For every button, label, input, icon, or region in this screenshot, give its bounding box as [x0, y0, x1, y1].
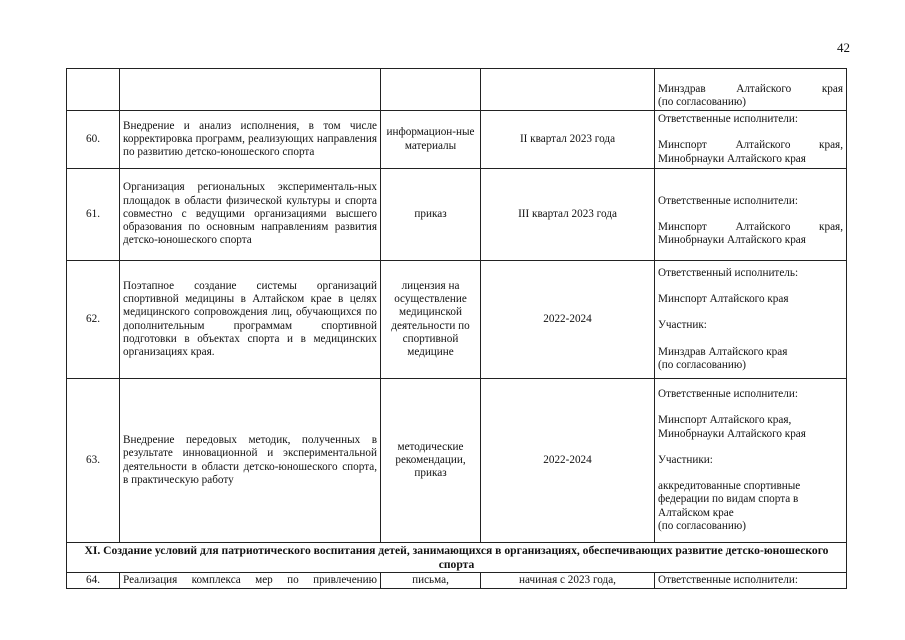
exec-line: (по согласованию): [658, 519, 746, 532]
exec-line: [658, 208, 843, 221]
table-row-60: [67, 111, 847, 169]
exec-line: Минспорт Алтайского края: [658, 293, 789, 306]
exec-line: Минспорт Алтайского края,: [658, 414, 792, 427]
deadline: II квартал 2023 года: [481, 111, 655, 169]
exec-line: Ответственные исполнители:: [658, 194, 798, 207]
table-row-61: [67, 169, 847, 261]
exec-line: Минздрав Алтайского края: [658, 345, 788, 358]
exec-line: [658, 441, 843, 454]
exec-line: Минспорт Алтайского края,: [658, 139, 843, 152]
exec-line: Минздрав Алтайского края: [658, 82, 843, 95]
row-number: 63.: [67, 379, 120, 543]
exec-line: [658, 333, 843, 346]
exec-line: Участники:: [658, 453, 713, 466]
exec-line: Ответственные исполнители:: [658, 113, 798, 126]
row-number: 61.: [67, 169, 120, 261]
measures-table: [66, 68, 847, 589]
row-num-cell: [67, 69, 120, 111]
deadline: III квартал 2023 года: [481, 169, 655, 261]
executors: [655, 169, 847, 261]
executors: [655, 111, 847, 169]
section-title: XI. Создание условий для патриотического воспитания детей, занимающихся в организациях, обеспечивающих развитие детско-юношеского спорта: [67, 543, 847, 573]
exec-line: Минспорт Алтайского края,: [658, 221, 843, 234]
exec-line: [658, 467, 843, 480]
document-type: письма,: [381, 573, 481, 589]
exec-line: Участник:: [658, 319, 707, 332]
document-type: методические рекомендации, приказ: [381, 379, 481, 543]
exec-line: Минобрнауки Алтайского края: [658, 427, 806, 440]
exec-line: [658, 401, 843, 414]
deadline: 2022-2024: [481, 379, 655, 543]
exec-line: Минобрнауки Алтайского края: [658, 234, 806, 247]
document-type: приказ: [381, 169, 481, 261]
row-number: 60.: [67, 111, 120, 169]
table-row-continued: [67, 69, 847, 111]
measure-description: Организация региональных эксперименталь-ных площадок в области физической культуры и спорта совместно с ведущими организациями высшего образования по основным направлениям развития детско-юношеского спорта: [120, 169, 381, 261]
exec-line: [658, 306, 843, 319]
table-row-63: [67, 379, 847, 543]
section-header-row: [67, 543, 847, 573]
table-row-62: [67, 261, 847, 379]
measure-description: Внедрение и анализ исполнения, в том числе корректировка программ, реализующих направления по развитию детско-юношеского спорта: [120, 111, 381, 169]
document-type: информацион-ные материалы: [381, 111, 481, 169]
exec-line: Минобрнауки Алтайского края: [658, 152, 806, 165]
exec-line: Ответственный исполнитель:: [658, 266, 799, 279]
exec-line: (по согласованию): [658, 359, 746, 372]
executors: [655, 261, 847, 379]
deadline: 2022-2024: [481, 261, 655, 379]
executors: [655, 379, 847, 543]
exec-line: [658, 182, 843, 195]
document-type: лицензия на осуществление медицинской деятельности по спортивной медицине: [381, 261, 481, 379]
measure-description: Поэтапное создание системы организаций спортивной медицины в Алтайском крае в целях медицинского сопровождения лиц, обучающихся по дополнительным программам спортивной подготовки в объектах спорта и в медицинских организациях края.: [120, 261, 381, 379]
row-term-cell: [481, 69, 655, 111]
row-desc-cell: [120, 69, 381, 111]
exec-line: Ответственные исполнители:: [658, 387, 798, 400]
row-type-cell: [381, 69, 481, 111]
measure-description: Реализация комплекса мер по привлечению: [120, 573, 381, 589]
row-number: 64.: [67, 573, 120, 589]
deadline: начиная с 2023 года,: [481, 573, 655, 589]
exec-line: [658, 126, 843, 139]
row-number: 62.: [67, 261, 120, 379]
exec-line: аккредитованные спортивные федерации по видам спорта в Алтайском крае: [658, 480, 801, 519]
exec-line: [658, 280, 843, 293]
exec-line: (по согласованию): [658, 95, 746, 108]
executors: [655, 573, 847, 589]
exec-line: Ответственные исполнители:: [658, 574, 798, 586]
table-row-64: [67, 573, 847, 589]
row-exec-cell: [655, 69, 847, 111]
page-number: 42: [837, 40, 850, 55]
measure-description: Внедрение передовых методик, полученных в результате инновационной и экспериментальной деятельности в области детско-юношеского спорта, в практическую работу: [120, 379, 381, 543]
